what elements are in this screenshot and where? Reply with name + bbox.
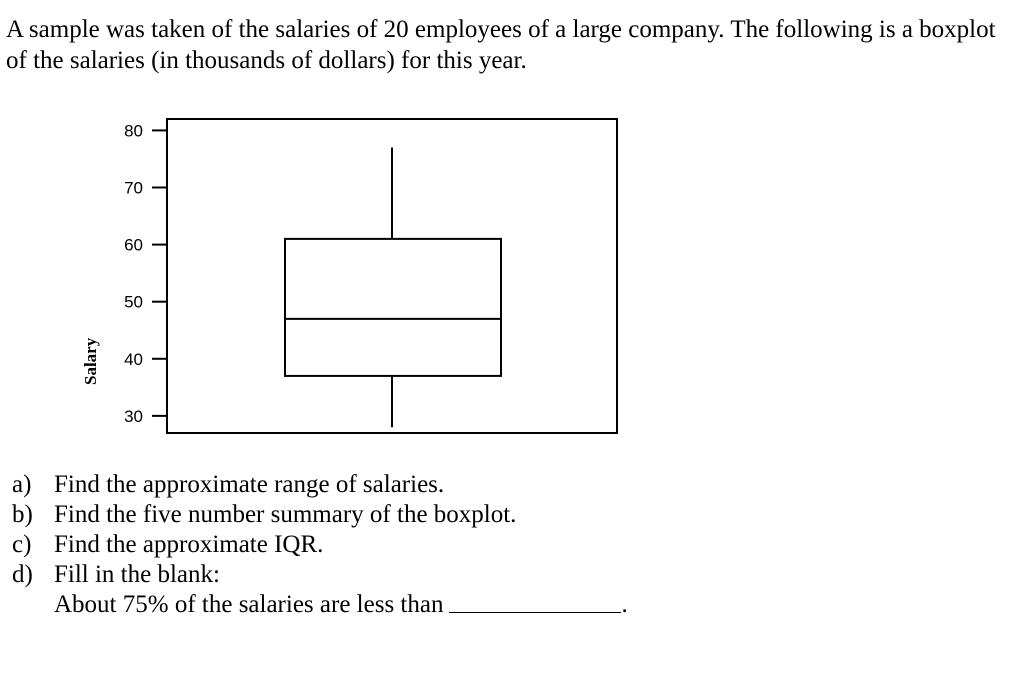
y-axis-label: Salary (81, 337, 100, 385)
y-axis (124, 121, 167, 425)
question-a (12, 470, 628, 500)
box-group (285, 148, 501, 428)
y-tick-label: 60 (124, 235, 143, 255)
y-tick-label: 70 (124, 178, 143, 198)
question-text: Find the approximate IQR. (54, 531, 324, 558)
y-tick-label: 40 (124, 349, 143, 369)
question-letter: b) (12, 501, 33, 528)
boxplot-chart (0, 100, 640, 445)
question-text: Find the approximate range of salaries. (54, 471, 445, 498)
question-c (12, 530, 628, 560)
question-letter: a) (12, 471, 32, 498)
y-tick-label: 50 (124, 292, 143, 312)
fill-blank-sentence (12, 590, 628, 620)
problem-intro: A sample was taken of the salaries of 20 employees of a large company. The following is a boxplot of the salaries (in thousands of dollars) for this year. (6, 16, 996, 74)
question-list (12, 470, 628, 620)
question-text: Fill in the blank: (54, 561, 220, 588)
answer-blank[interactable] (449, 590, 621, 613)
question-d (12, 560, 628, 590)
y-tick-label: 80 (124, 121, 143, 141)
fill-blank-period: . (621, 591, 628, 618)
fill-blank-text: About 75% of the salaries are less than (54, 591, 444, 618)
question-letter: d) (12, 561, 33, 588)
question-text: Find the five number summary of the boxplot. (54, 501, 517, 528)
y-tick-label: 30 (124, 406, 143, 426)
question-b (12, 500, 628, 530)
question-letter: c) (12, 531, 32, 558)
iqr-box (285, 239, 501, 376)
